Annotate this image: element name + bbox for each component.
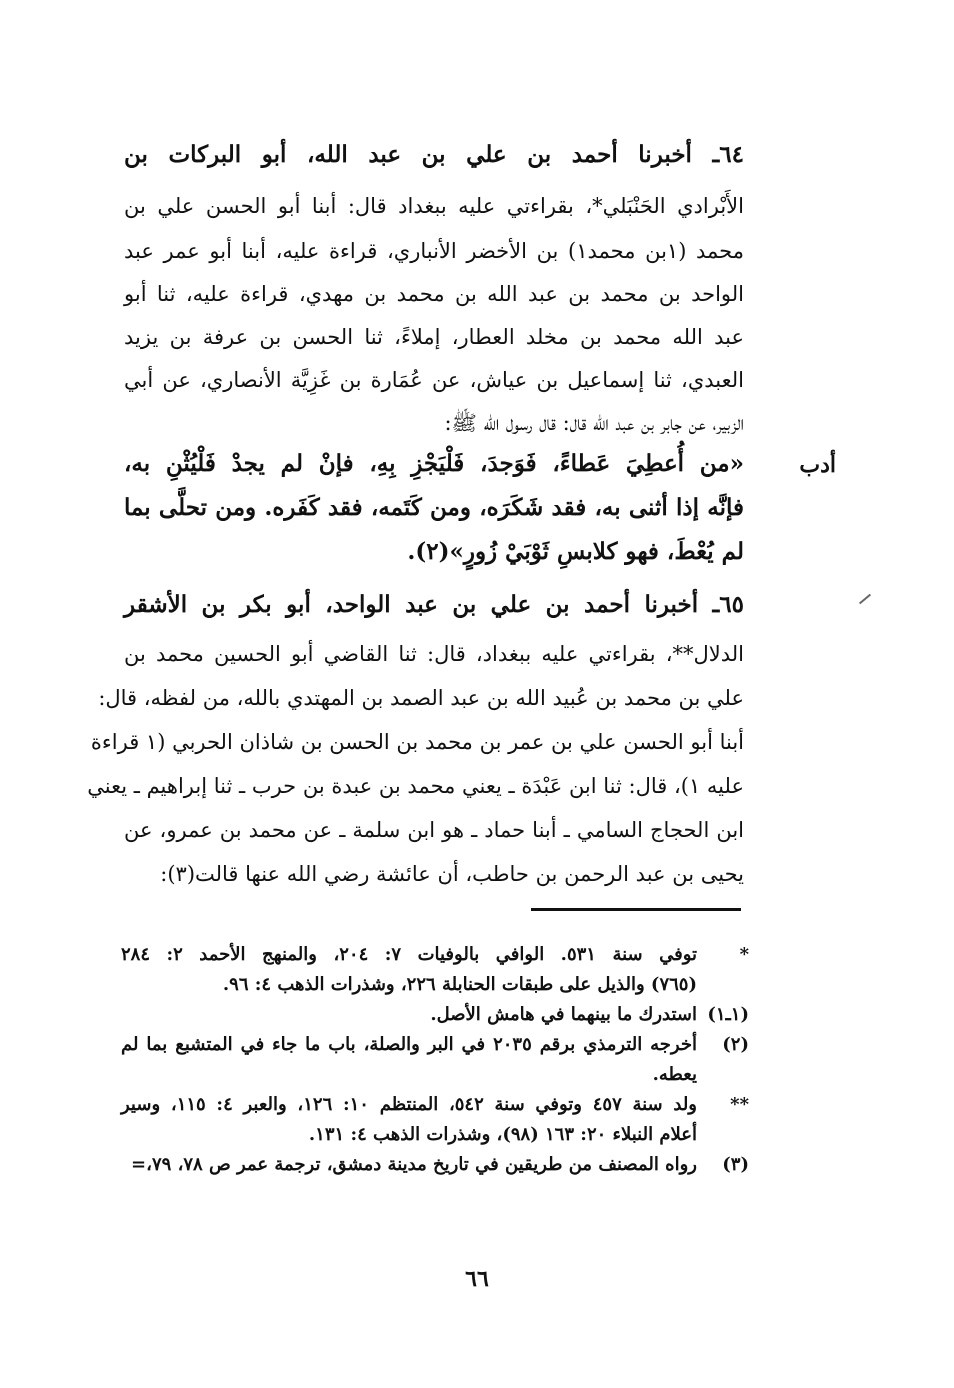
footnote-text: أعلام النبلاء ٢٠: ١٦٣ (٩٨)، وشذرات الذهب ٤: ١٣١. xyxy=(308,1124,697,1145)
footnote-text: (٧٦٥) والذيل على طبقات الحنابلة ٢٢٦، وشذرات الذهب ٤: ٩٦. xyxy=(222,974,697,995)
footnote-text: توفي سنة ٥٣١. الوافي بالوفيات ٧: ٢٠٤، والمنهج الأحمد ٢: ٢٨٤ xyxy=(121,944,698,965)
footnote-marker: (١ـ١) xyxy=(707,1004,749,1025)
entry-64-line: عبد الله محمد بن مخلد العطار، إملاءً، ثنا الحسن بن عرفة بن يزيد xyxy=(124,325,744,349)
footnotes xyxy=(121,940,749,1180)
margin-mark xyxy=(859,594,871,605)
entry-65-line: عليه ١)، قال: ثنا ابن عَبْدَة ـ يعني محمد بن عبدة بن حرب ـ ثنا إبراهيم ـ يعني xyxy=(87,774,744,798)
entry-65-line: الدلال**، بقراءتي عليه ببغداد، قال: ثنا القاضي أبو الحسين محمد بن xyxy=(124,642,744,666)
entry-65-line: يحيى بن عبد الرحمن بن حاطب، أن عائشة رضي الله عنها قالت(٣): xyxy=(160,862,744,886)
entry-64-line: الأَبْرادي الحَنْبَلي*، بقراءتي عليه ببغداد قال: أبنا أبو الحسن علي بن xyxy=(124,194,744,218)
footnote xyxy=(121,1150,749,1180)
footnote-marker: * xyxy=(739,944,749,965)
footnote xyxy=(121,1000,749,1030)
entry-64-line: الواحد بن محمد بن عبد الله بن محمد بن مهدي، قراءة عليه، ثنا أبو xyxy=(124,282,744,306)
entry-65-line: أبنا أبو الحسن علي بن عمر بن محمد بن الحسن بن شاذان الحربي (١ قراءة xyxy=(90,730,744,754)
footnote-marker: ** xyxy=(730,1094,749,1115)
footnote-text: استدرك ما بينهما في هامش الأصل. xyxy=(430,1004,697,1025)
entry-64 xyxy=(124,128,744,445)
footnote xyxy=(121,1090,749,1150)
entry-64-line: ٦٤ـ أخبرنا أحمد بن علي بن عبد الله، أبو البركات بن xyxy=(124,141,744,168)
entry-64-line: الزبير، عن جابر بن عبد الله قال: قال رسول الله ﷺ: xyxy=(444,411,744,435)
hadith-line: «من أُعطِيَ عَطاءً، فَوَجدَ، فَلْيَجْزِ بِهِ، فإنْ لم يجدْ فَلْيُثْنِ به، xyxy=(124,450,744,477)
footnote-marker: (٢) xyxy=(722,1034,749,1055)
footnote-text: يعطه. xyxy=(652,1064,697,1085)
page-number: ٦٦ xyxy=(465,1266,489,1292)
footnote xyxy=(121,940,749,1000)
hadith-line: فإنَّه إذا أثنى به، فقد شَكَرَه، ومن كَتَمه، فقد كَفَره. ومن تحلَّى بما xyxy=(124,494,744,521)
footnote xyxy=(121,1030,749,1090)
entry-65-line: ٦٥ـ أخبرنا أحمد بن علي بن عبد الواحد، أبو بكر بن الأشقر xyxy=(124,591,744,618)
entry-64-line: العبدي، ثنا إسماعيل بن عياش، عن عُمَارة بن غَزِيَّة الأنصاري، عن أبي xyxy=(124,368,744,392)
footnote-text: ولد سنة ٤٥٧ وتوفي سنة ٥٤٢، المنتظم ١٠: ١٢٦، والعبر ٤: ١١٥، وسير xyxy=(121,1094,697,1115)
entry-65-line: ابن الحجاج السامي ـ أبنا حماد ـ هو ابن سلمة ـ عن محمد بن عمرو، عن xyxy=(124,818,744,842)
entry-64-line: محمد (١بن محمد١) بن الأخضر الأنباري، قراءة عليه، أبنا أبو عمر عبد xyxy=(124,239,744,263)
hadith-quote xyxy=(124,442,744,574)
hadith-line: لم يُعْطَ، فهو كلابسِ ثَوْبَيْ زُورٍ»(٢). xyxy=(407,538,744,565)
footnote-marker: (٣) xyxy=(722,1154,749,1175)
margin-note: أدب xyxy=(799,452,836,478)
footnote-text: رواه المصنف من طريقين في تاريخ مدينة دمشق، ترجمة عمر ص ٧٨، ٧٩،= xyxy=(131,1154,697,1175)
entry-65-line: علي بن محمد بن عُبيد الله بن عبد الصمد بن المهتدي بالله، من لفظه، قال: xyxy=(98,686,744,710)
entry-65 xyxy=(87,578,744,896)
footnote-text: أخرجه الترمذي برقم ٢٠٣٥ في البر والصلة، باب ما جاء في المتشبع بما لم xyxy=(121,1034,697,1055)
footnote-separator xyxy=(531,908,741,911)
